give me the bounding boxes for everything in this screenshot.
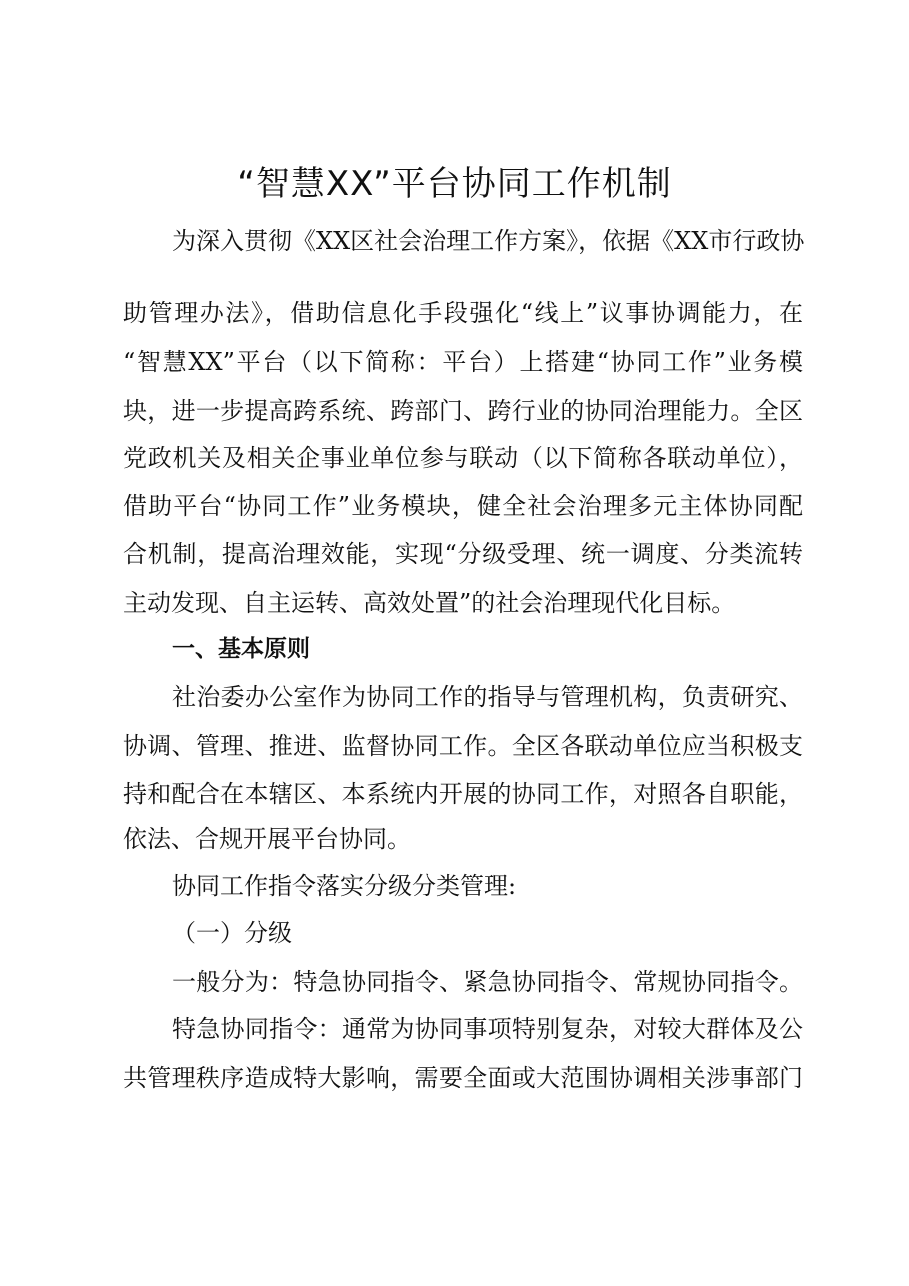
- section-heading: 一、基本原则: [172, 636, 310, 662]
- paragraph-line: 主动发现、自主运转、高效处置”的社会治理现代化目标。: [123, 589, 736, 617]
- subsection-heading: （一）分级: [172, 919, 292, 947]
- document-title: “智慧XX”平台协同工作机制: [237, 164, 672, 204]
- paragraph-line: 依法、合规开展平台协同。: [123, 825, 411, 853]
- paragraph-line: 特急协同指令：通常为协同事项特别复杂，对较大群体及公: [172, 1015, 803, 1043]
- paragraph-line: 借助平台“协同工作”业务模块，健全社会治理多元主体协同配: [123, 492, 803, 520]
- paragraph-line: 党政机关及相关企事业单位参与联动（以下简称各联动单位），: [123, 444, 803, 472]
- paragraph-line: 共管理秩序造成特大影响，需要全面或大范围协调相关涉事部门: [123, 1064, 803, 1092]
- paragraph-line: 持和配合在本辖区、本系统内开展的协同工作，对照各自职能，: [123, 780, 803, 808]
- paragraph-line: 块，进一步提高跨系统、跨部门、跨行业的协同治理能力。全区: [123, 397, 803, 425]
- paragraph-line: 助管理办法》，借助信息化手段强化“线上”议事协调能力，在: [123, 299, 803, 327]
- paragraph-line: 协同工作指令落实分级分类管理:: [172, 872, 517, 900]
- paragraph-line: 一般分为：特急协同指令、紧急协同指令、常规协同指令。: [172, 968, 803, 996]
- paragraph-line: 协调、管理、推进、监督协同工作。全区各联动单位应当积极支: [123, 732, 803, 760]
- paragraph-line: “智慧XX”平台（以下简称：平台）上搭建“协同工作”业务模: [123, 348, 803, 376]
- paragraph-line: 为深入贯彻《XX区社会治理工作方案》，依据《XX市行政协: [172, 227, 805, 255]
- paragraph-line: 社治委办公室作为协同工作的指导与管理机构，负责研究、: [172, 683, 803, 711]
- paragraph-line: 合机制，提高治理效能，实现“分级受理、统一调度、分类流转: [123, 540, 803, 568]
